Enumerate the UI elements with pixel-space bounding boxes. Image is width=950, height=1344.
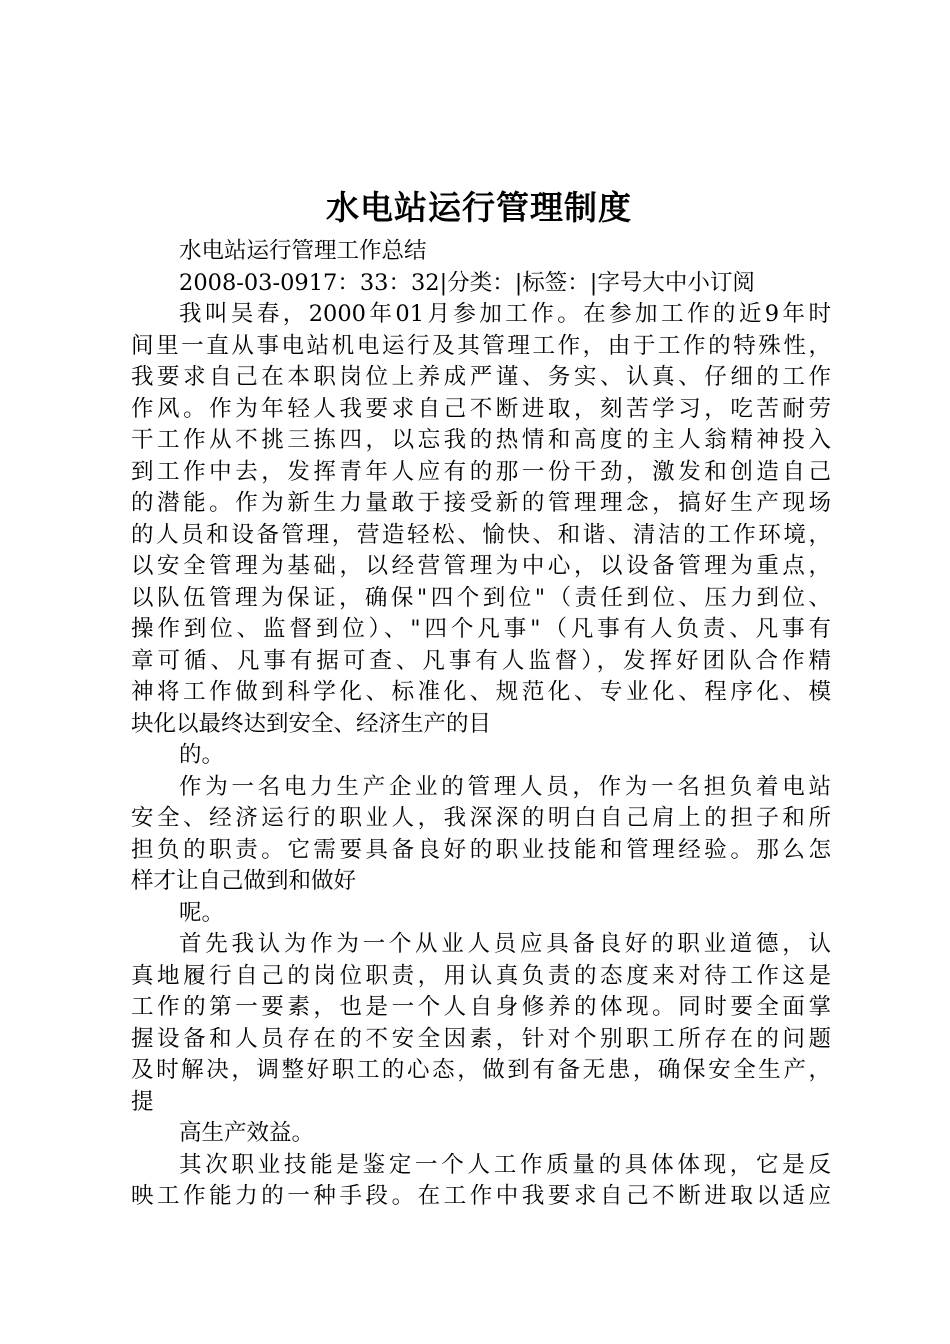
text-line: 我要求自己在本职岗位上养成严谨、务实、认真、仔细的工作 [131, 364, 831, 390]
text-line: 作风。作为年轻人我要求自己不断进取，刻苦学习，吃苦耐劳 [131, 395, 831, 422]
text-line: 担负的职责。它需要具备良好的职业技能和管理经验。那么怎 [131, 836, 831, 863]
text-line: 以队伍管理为保证，确保"四个到位"（责任到位、压力到位、 [131, 584, 831, 611]
text-line: 干工作从不挑三拣四，以忘我的热情和高度的主人翁精神投入 [131, 427, 831, 453]
document-body [131, 236, 831, 1213]
text-line: 的潜能。作为新生力量敢于接受新的管理理念，搞好生产现场 [131, 490, 831, 516]
text-line: 安全、经济运行的职业人，我深深的明白自己肩上的担子和所 [131, 805, 831, 831]
text-line: 的人员和设备管理，营造轻松、愉快、和谐、清洁的工作环境， [131, 521, 831, 548]
text-line: 操作到位、监督到位）、"四个凡事"（凡事有人负责、凡事有 [131, 616, 831, 642]
text-line: 样才让自己做到和做好 [131, 868, 357, 894]
document-title: 水电站运行管理制度 [326, 188, 632, 227]
text-line: 块化以最终达到安全、经济生产的目 [131, 710, 492, 737]
text-line: 首先我认为作为一个从业人员应具备良好的职业道德，认 [179, 931, 831, 957]
text-line: 工作的第一要素，也是一个人自身修养的体现。同时要全面掌 [131, 994, 831, 1020]
text-line: 的。 [179, 742, 225, 768]
text-line: 映工作能力的一种手段。在工作中我要求自己不断进取以适应 [131, 1183, 831, 1209]
text-line: 以安全管理为基础，以经营管理为中心，以设备管理为重点， [131, 553, 831, 579]
text-line: 真地履行自己的岗位职责，用认真负责的态度来对待工作这是 [131, 962, 831, 989]
text-line: 及时解决，调整好职工的心态，做到有备无患，确保安全生产， [131, 1057, 831, 1083]
text-line: 我叫吴春，2000年01月参加工作。在参加工作的近9年时 [179, 301, 831, 327]
text-line: 到工作中去，发挥青年人应有的那一份干劲，激发和创造自己 [131, 458, 831, 485]
text-line: 章可循、凡事有据可查、凡事有人监督），发挥好团队合作精 [131, 647, 831, 674]
text-line: 握设备和人员存在的不安全因素，针对个别职工所存在的问题 [131, 1025, 831, 1052]
text-line: 水电站运行管理工作总结 [179, 238, 427, 264]
text-line: 间里一直从事电站机电运行及其管理工作，由于工作的特殊性， [131, 332, 831, 359]
text-line: 其次职业技能是鉴定一个人工作质量的具体体现，它是反 [179, 1151, 831, 1178]
text-line: 神将工作做到科学化、标准化、规范化、专业化、程序化、模 [131, 679, 831, 705]
text-line: 作为一名电力生产企业的管理人员，作为一名担负着电站 [179, 773, 831, 800]
text-line: 呢。 [179, 899, 225, 926]
text-line: 提 [131, 1088, 154, 1115]
text-line: 高生产效益。 [179, 1120, 315, 1146]
text-line: 2008-03-0917：33：32|分类：|标签：|字号大中小订阅 [179, 269, 755, 296]
